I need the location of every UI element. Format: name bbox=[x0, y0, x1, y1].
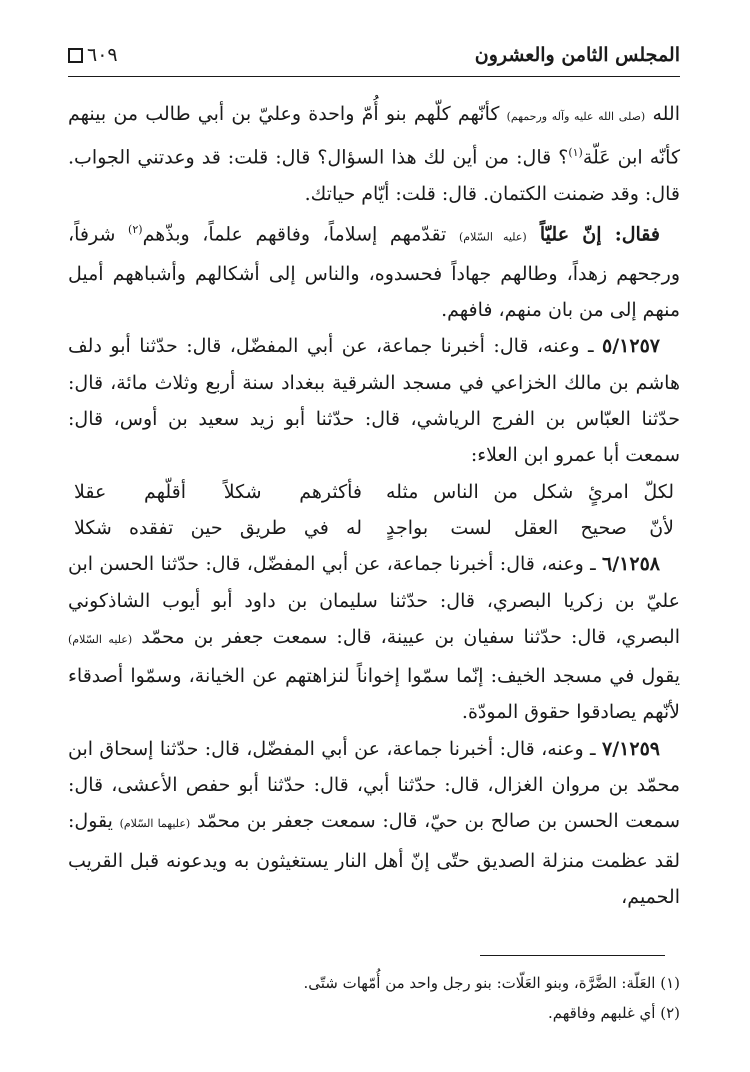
verse-line bbox=[68, 474, 680, 510]
hadith-number: ٧/١٢٥٩ bbox=[602, 737, 660, 760]
hemistich: له في طريق حين تفقده شكلا bbox=[74, 516, 362, 539]
paragraph bbox=[68, 546, 680, 730]
page-number bbox=[68, 44, 118, 66]
header-rule bbox=[68, 76, 680, 77]
honorific: (صلى الله عليه وآله ورحمهم) bbox=[506, 110, 646, 123]
page-number-text: ٦٠٩ bbox=[87, 44, 118, 66]
honorific: (عليهما السّلام) bbox=[119, 817, 191, 831]
paragraph bbox=[68, 96, 680, 212]
hemistich: فأكثرهم شكلاً أقلّهم عقلا bbox=[74, 480, 362, 503]
page-header bbox=[68, 40, 680, 70]
hadith-number: ٥/١٢٥٧ bbox=[602, 335, 660, 358]
text-run: يقول: لقد عظمت منزلة الصديق حتّى إنّ أهل النار يستغيثون به ويدعونه قبل القريب الحميم، bbox=[68, 810, 680, 908]
footnote-ref: (٢) bbox=[128, 223, 143, 237]
footnote-ref: (١) bbox=[568, 146, 583, 160]
text-run: شرفاً، ورجحهم زهداً، وطالهم جهاداً فحسدوه، والناس إلى أشكالهم وأشباههم أميل منهم إلى من بان منهم، فافهم. bbox=[68, 223, 680, 322]
honorific: (عليه السّلام) bbox=[458, 230, 527, 244]
paragraph bbox=[68, 731, 680, 915]
text-run: ـ وعنه، قال: أخبرنا جماعة، عن أبي المفضّل، قال: حدّثنا الحسن ابن عليّ بن زكريا البصري، قال: حدّثنا سليمان بن داود أبو أيوب الشاذكوني البصري، قال: حدّثنا سفيان بن عيينة، قال: سمعت جعفر بن محمّد bbox=[68, 553, 680, 648]
paragraph bbox=[68, 212, 680, 328]
text-run: فقال: إنّ عليّاً bbox=[526, 223, 660, 246]
honorific: (عليه السّلام) bbox=[68, 632, 133, 646]
text-run: يقول في مسجد الخيف: إنّما سمّوا إخواناً لنزاهتهم عن الخيانة، وسمّوا أصدقاء لأنّهم يصادقوا حقوق المودّة. bbox=[68, 665, 680, 724]
footnote-rule bbox=[480, 955, 665, 956]
hadith-number: ٦/١٢٥٨ bbox=[602, 553, 660, 576]
poem bbox=[68, 474, 680, 547]
footnote: (١) العَلّة: الضَّرَّة، وبنو العَلّات: بنو رجل واحد من أُمّهات شتّى. bbox=[303, 974, 680, 992]
chapter-title: المجلس الثامن والعشرون bbox=[474, 44, 680, 66]
text-run: ـ وعنه، قال: أخبرنا جماعة، عن أبي المفضّل، قال: حدّثنا أبو دلف هاشم بن مالك الخزاعي في مسجد الشرقية ببغداد سنة أربع وثلاث مائة، قال: حدّثنا العبّاس بن الفرج الرياشي، قال: حدّثنا أبو زيد سعيد بن أوس، قال: سمعت أبا عمرو ابن العلاء: bbox=[68, 335, 680, 467]
text-run: كأنّهم كلّهم بنو أُمّ واحدة وعليّ بن أبي طالب من بينهم كأنّه ابن عَلّة bbox=[68, 103, 681, 169]
hemistich: لأنّ صحيح العقل لست بواجدٍ bbox=[386, 516, 674, 539]
square-ornament-icon bbox=[68, 48, 83, 63]
text-run: ـ وعنه، قال: أخبرنا جماعة، عن أبي المفضّل، قال: حدّثنا إسحاق ابن محمّد بن مروان الغزال، قال: حدّثنا أبي، قال: حدّثنا أبو حفص الأعشى، قال: سمعت الحسن بن صالح بن حيّ، قال: سمعت جعفر بن محمّد bbox=[68, 737, 681, 833]
main-text bbox=[68, 96, 680, 915]
footnote: (٢) أي غلبهم وفاقهم. bbox=[547, 1004, 680, 1022]
hemistich: لكلّ امرئٍ شكل من الناس مثله bbox=[386, 480, 674, 503]
text-run: تقدّمهم إسلاماً، وفاقهم علماً، وبذّهم bbox=[142, 223, 459, 246]
footnotes bbox=[68, 968, 680, 1028]
text-run: الله bbox=[645, 103, 680, 125]
verse-line bbox=[68, 510, 680, 546]
text-run: ؟ قال: من أين لك هذا السؤال؟ قال: قلت: قد وعدتني الجواب. قال: وقد ضمنت الكتمان. قال: قلت: أيّام حياتك. bbox=[68, 146, 680, 205]
paragraph bbox=[68, 328, 680, 473]
